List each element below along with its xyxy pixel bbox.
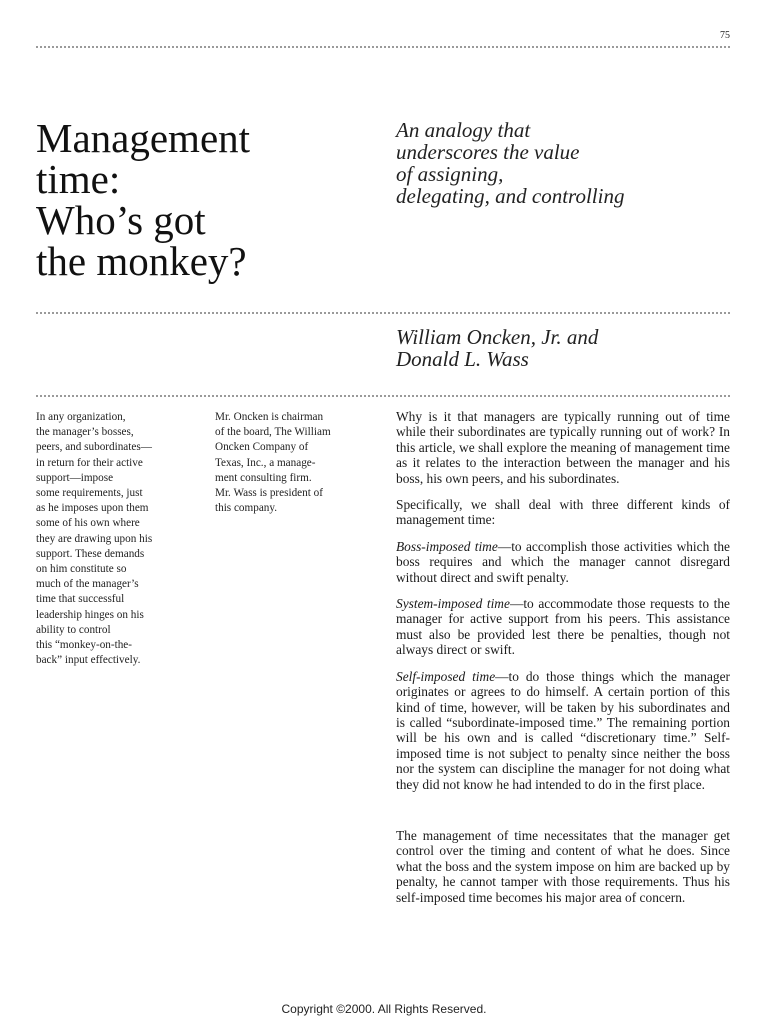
body-paragraph-self-imposed — [396, 669, 730, 792]
term-system-imposed: System-imposed time — [396, 596, 510, 612]
sidenote-line: leadership hinges on his — [36, 608, 144, 621]
definition-text: —to do those things which the manager originates or agrees to do himself. A certain portion of this kind of time, however, will be taken by his subordinates and is called “subordinate-imposed time.” The remaining portion will be his own and is called “discretionary time.” Self-imposed time is not subject to penalty since neither the boss nor the system can discipline the manager for not doing what they did not know he had intended to do in the first place. — [396, 668, 730, 792]
sidenote-line: this “monkey-on-the- — [36, 639, 133, 652]
subtitle-line: of assigning, — [396, 162, 504, 186]
title-line: time: — [36, 156, 121, 202]
sidenote-line: as he imposes upon them — [36, 502, 149, 515]
author-line: William Oncken, Jr. and — [396, 325, 599, 349]
sidenote-line: peers, and subordinates— — [36, 441, 152, 454]
sidenote-line: they are drawing upon his — [36, 532, 153, 545]
body-paragraph: Specifically, we shall deal with three different kinds of management time: — [396, 497, 730, 528]
sidenote-line: In any organization, — [36, 411, 126, 423]
top-divider — [36, 46, 730, 48]
sidenote-line: some of his own where — [36, 517, 140, 530]
body-paragraph-system-imposed — [396, 596, 730, 658]
author-bio-sidenote — [215, 410, 380, 516]
sidenote-line: in return for their active — [36, 456, 143, 469]
title-line: the monkey? — [36, 238, 247, 284]
copyright-notice: Copyright ©2000. All Rights Reserved. — [281, 1002, 487, 1016]
sidenote-line: on him constitute so — [36, 563, 127, 576]
sidenote-line: back” input effectively. — [36, 654, 141, 667]
bio-line: this company. — [215, 502, 278, 515]
term-self-imposed: Self-imposed time — [396, 668, 496, 684]
byline-divider — [36, 395, 730, 397]
subtitle-line: underscores the value — [396, 140, 580, 164]
definition-text: —to accomplish those activities which the boss requires and which the manager cannot disregard without direct and swift penalty. — [396, 538, 730, 585]
bio-line: Mr. Oncken is chairman — [215, 411, 324, 423]
sidenote-line: ability to control — [36, 623, 111, 636]
bio-line: Texas, Inc., a manage- — [215, 456, 316, 469]
title-line: Management — [36, 115, 251, 161]
bio-line: Mr. Wass is president of — [215, 487, 323, 500]
subtitle-line: delegating, and controlling — [396, 184, 625, 208]
definition-text: —to accommodate those requests to the manager for active support from his peers. This assistance must also be provided lest there be penalties, though not always direct or swift. — [396, 596, 730, 658]
term-boss-imposed: Boss-imposed time — [396, 538, 498, 554]
sidenote-line: some requirements, just — [36, 487, 143, 500]
article-body — [396, 409, 730, 916]
author-byline — [396, 326, 736, 370]
body-paragraph: The management of time necessitates that the manager get control over the timing and content of what he does. Since what the boss and the system impose on him are backed up by penalty, he cannot tamper with those requirements. Thus his self-imposed time becomes his major area of concern. — [396, 827, 730, 905]
bio-line: of the board, The William — [215, 426, 331, 439]
article-subtitle — [396, 119, 736, 207]
sidenote-line: the manager’s bosses, — [36, 426, 134, 439]
body-paragraph: Why is it that managers are typically running out of time while their subordinates are typically running out of work? In this article, we shall explore the meaning of management time as it relates to the interaction between the manager and his boss, his own peers, and his subordinates. — [396, 409, 730, 486]
page-number: 75 — [720, 30, 730, 41]
title-divider — [36, 312, 730, 314]
body-paragraph-boss-imposed — [396, 539, 730, 585]
sidenote-line: much of the manager’s — [36, 578, 139, 591]
article-title — [36, 115, 366, 284]
sidenote-line: support. These demands — [36, 547, 145, 560]
title-line: Who’s got — [36, 197, 206, 243]
bio-line: Oncken Company of — [215, 441, 309, 454]
subtitle-line: An analogy that — [396, 118, 531, 142]
author-line: Donald L. Wass — [396, 347, 529, 371]
sidenote-line: support—impose — [36, 471, 114, 484]
sidenote-line: time that successful — [36, 593, 125, 606]
abstract-sidenote — [36, 410, 204, 668]
bio-line: ment consulting firm. — [215, 471, 312, 484]
